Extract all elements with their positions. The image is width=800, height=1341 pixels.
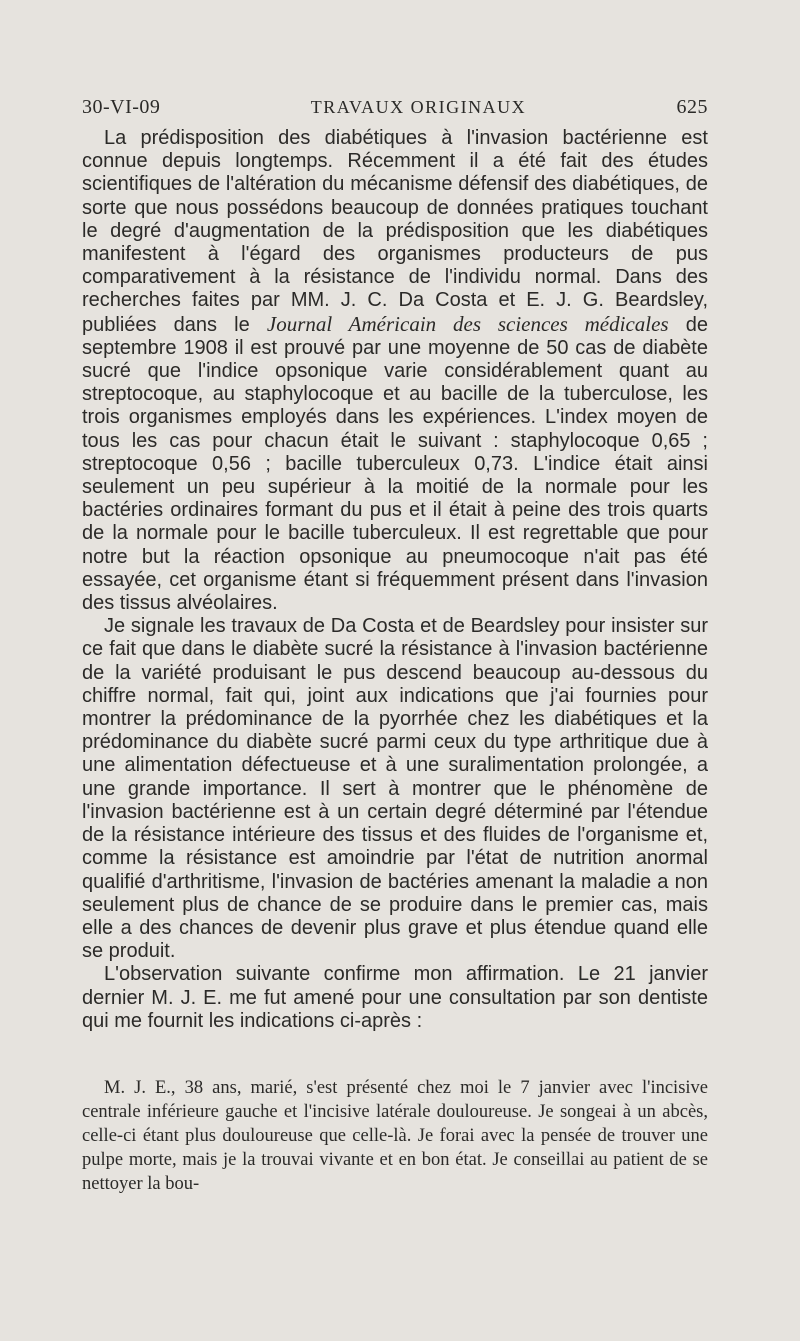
running-header xyxy=(82,96,708,122)
page-number: 625 xyxy=(676,96,708,118)
paragraph-2: Je signale les travaux de Da Costa et de Beardsley pour insister sur ce fait que dans le diabète sucré la résistance à l'invasion bactérienne de la variété produisant le pus descend beaucoup au-dessous du chiffre normal, fait qui, joint aux indications que j'ai fournies pour montrer la prédominance de la pyorrhée chez les diabétiques et la prédominance du diabète sucré parmi ceux du type arthritique due à une alimentation défectueuse et à une suralimentation prolongée, a une grande importance. Il sert à montrer que le phénomène de l'invasion bactérienne est à un certain degré déterminé par l'étendue de la résistance intérieure des tissus et des fluides de l'organisme et, comme la résistance est amoindrie par l'état de nutrition anormal qualifié d'arthritisme, l'invasion de bactéries amenant la maladie a non seulement plus de chance de se produire dans le premier cas, mais elle a des chances de devenir plus grave et plus étendue quand elle se produit. xyxy=(82,615,708,963)
paragraph-1-part-b: de septembre 1908 il est prouvé par une moyenne de 50 cas de diabète sucré que l'indice opsonique varie considérablement quant au streptocoque, au staphylocoque et au bacille de la tuberculose, les trois organismes employés dans les expériences. L'index moyen de tous les cas pour chacun était le suivant : staphylocoque 0,65 ; streptocoque 0,56 ; bacille tuberculeux 0,73. L'indice était ainsi seulement un peu supérieur à la moitié de la normale pour les bactéries ordinaires formant du pus et il était à peine des trois quarts de la normale pour le bacille tuberculeux. Il est regrettable que pour notre but la réaction opsonique au pneumocoque n'ait pas été essayée, cet organisme étant si fréquemment présent dans l'invasion des tissus alvéolaires. xyxy=(82,313,709,615)
journal-title: Journal Américain des sciences médicales xyxy=(266,311,669,336)
paragraph-3: L'observation suivante confirme mon affirmation. Le 21 janvier dernier M. J. E. me fut amené pour une consultation par son dentiste qui me fournit les indications ci-après : xyxy=(82,963,708,1032)
case-observation xyxy=(82,1076,708,1196)
case-observation-text: M. J. E., 38 ans, marié, s'est présenté chez moi le 7 janvier avec l'incisive centrale inférieure gauche et l'incisive latérale douloureuse. Je songeai à un abcès, celle-ci étant plus douloureuse que celle-là. Je forai avec la pensée de trouver une pulpe morte, mais je la trouvai vivante et en bon état. Je conseillai au patient de se nettoyer la bou- xyxy=(82,1078,708,1194)
main-text xyxy=(82,127,708,1033)
issue-date: 30-VI-09 xyxy=(82,96,161,118)
paragraph-1 xyxy=(82,127,708,615)
paragraph-1-part-a: La prédisposition des diabétiques à l'invasion bactérienne est connue depuis longtemps. Récemment il a été fait des études scientifiques de l'altération du mécanisme défensif des diabétiques, de sorte que nous possédons beaucoup de données pratiques touchant le degré d'augmentation de la prédisposition que les diabétiques manifestent à l'égard des organismes producteurs de pus comparativement à la résistance de l'individu normal. Dans des recherches faites par MM. J. C. Da Costa et E. J. G. Beardsley, publiées dans le xyxy=(82,127,708,336)
section-title: TRAVAUX ORIGINAUX xyxy=(310,97,527,117)
